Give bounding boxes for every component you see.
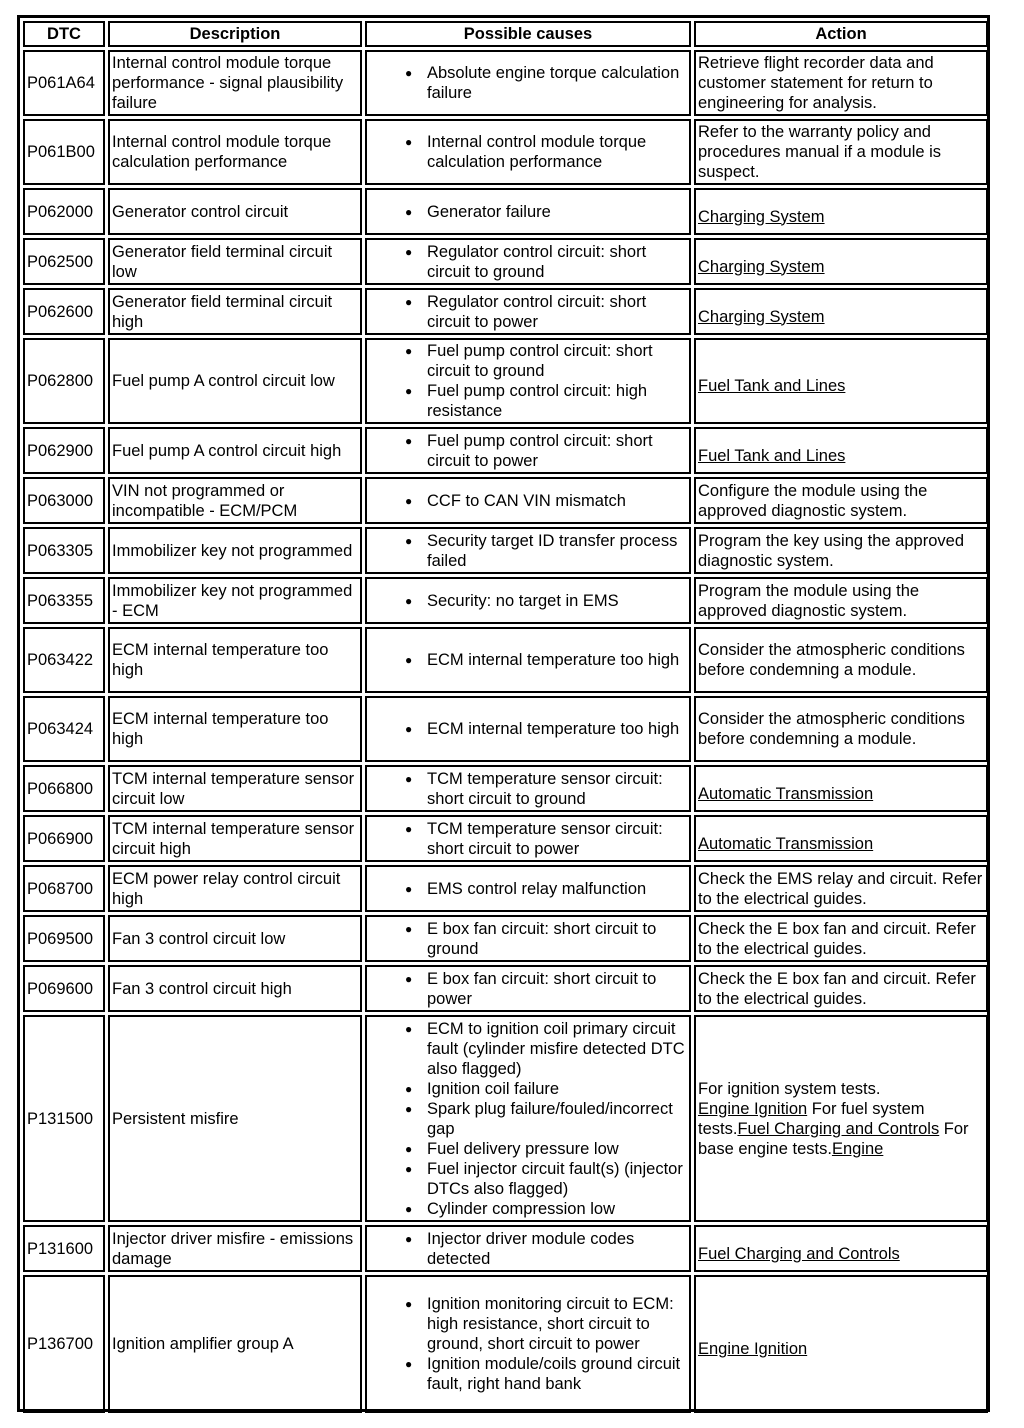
action-cell bbox=[694, 865, 988, 912]
header-description: Description bbox=[108, 21, 362, 47]
cause-item: ● Ignition coil failure bbox=[369, 1079, 687, 1099]
action-link[interactable]: Fuel Tank and Lines bbox=[698, 377, 846, 395]
action-link[interactable]: Fuel Tank and Lines bbox=[698, 446, 846, 465]
action-text: Check the E box fan and circuit. Refer to the electrical guides. bbox=[698, 919, 976, 958]
action-link[interactable]: Charging System bbox=[698, 207, 825, 226]
cause-item: ● Ignition module/coils ground circuit fault, right hand bank bbox=[369, 1354, 687, 1394]
causes-list bbox=[369, 431, 687, 471]
causes-list bbox=[369, 202, 687, 222]
action-text: Program the module using the approved diagnostic system. bbox=[698, 581, 920, 620]
cause-item: ● Regulator control circuit: short circuit to power bbox=[369, 292, 687, 332]
action-link[interactable]: Engine Ignition bbox=[698, 1099, 808, 1118]
possible-causes bbox=[365, 238, 691, 285]
action-cell bbox=[694, 915, 988, 962]
causes-list bbox=[369, 969, 687, 1009]
dtc-code: P131500 bbox=[23, 1015, 105, 1222]
dtc-description: Fan 3 control circuit low bbox=[108, 915, 362, 962]
dtc-description: Persistent misfire bbox=[108, 1015, 362, 1222]
cause-item: ● E box fan circuit: short circuit to ground bbox=[369, 919, 687, 959]
action-cell bbox=[694, 338, 988, 424]
action-text: Retrieve flight recorder data and customer statement for return to engineering for analysis. bbox=[698, 54, 934, 112]
causes-list bbox=[369, 919, 687, 959]
dtc-description: Internal control module torque calculation performance bbox=[108, 119, 362, 185]
cause-item: ● Generator failure bbox=[369, 202, 687, 222]
cause-item: ● Fuel delivery pressure low bbox=[369, 1139, 687, 1159]
table-row bbox=[23, 865, 988, 912]
action-cell bbox=[694, 627, 988, 693]
table-row bbox=[23, 1275, 988, 1413]
action-cell bbox=[694, 765, 988, 812]
action-cell bbox=[694, 288, 988, 335]
action-cell bbox=[694, 965, 988, 1012]
causes-list bbox=[369, 132, 687, 172]
possible-causes bbox=[365, 577, 691, 624]
cause-item: ● E box fan circuit: short circuit to power bbox=[369, 969, 687, 1009]
dtc-code: P131600 bbox=[23, 1225, 105, 1272]
dtc-description: Generator field terminal circuit low bbox=[108, 238, 362, 285]
causes-list bbox=[369, 1019, 687, 1219]
dtc-description: Internal control module torque performance - signal plausibility failure bbox=[108, 50, 362, 116]
action-link[interactable]: Fuel Charging and Controls bbox=[737, 1119, 940, 1138]
dtc-code: P062500 bbox=[23, 238, 105, 285]
table-body bbox=[23, 50, 988, 1413]
causes-list bbox=[369, 769, 687, 809]
dtc-code: P062000 bbox=[23, 188, 105, 235]
dtc-document bbox=[17, 15, 990, 1412]
dtc-description: Generator field terminal circuit high bbox=[108, 288, 362, 335]
possible-causes bbox=[365, 696, 691, 762]
possible-causes bbox=[365, 765, 691, 812]
table-row bbox=[23, 288, 988, 335]
table-row bbox=[23, 627, 988, 693]
cause-item: ● ECM internal temperature too high bbox=[369, 650, 687, 670]
cause-item: ● Spark plug failure/fouled/incorrect gap bbox=[369, 1099, 687, 1139]
causes-list bbox=[369, 1294, 687, 1394]
possible-causes bbox=[365, 527, 691, 574]
causes-list bbox=[369, 63, 687, 103]
dtc-code: P069600 bbox=[23, 965, 105, 1012]
cause-item: ● Cylinder compression low bbox=[369, 1199, 687, 1219]
table-row bbox=[23, 915, 988, 962]
cause-item: ● Ignition monitoring circuit to ECM: high resistance, short circuit to ground, short circuit to power bbox=[369, 1294, 687, 1354]
table-row bbox=[23, 527, 988, 574]
dtc-description: ECM internal temperature too high bbox=[108, 696, 362, 762]
cause-item: ● Absolute engine torque calculation failure bbox=[369, 63, 687, 103]
possible-causes bbox=[365, 338, 691, 424]
possible-causes bbox=[365, 477, 691, 524]
cause-item: ● Fuel pump control circuit: short circuit to ground bbox=[369, 341, 687, 381]
action-cell bbox=[694, 1225, 988, 1272]
action-link[interactable]: Automatic Transmission bbox=[698, 784, 874, 803]
causes-list bbox=[369, 491, 687, 511]
possible-causes bbox=[365, 119, 691, 185]
possible-causes bbox=[365, 915, 691, 962]
cause-item: ● Injector driver module codes detected bbox=[369, 1229, 687, 1269]
cause-item: ● TCM temperature sensor circuit: short circuit to ground bbox=[369, 769, 687, 809]
possible-causes bbox=[365, 627, 691, 693]
dtc-code: P063424 bbox=[23, 696, 105, 762]
dtc-description: Generator control circuit bbox=[108, 188, 362, 235]
cause-item: ● Security: no target in EMS bbox=[369, 591, 687, 611]
action-cell bbox=[694, 815, 988, 862]
cause-item: ● TCM temperature sensor circuit: short circuit to power bbox=[369, 819, 687, 859]
cause-item: ● CCF to CAN VIN mismatch bbox=[369, 491, 687, 511]
action-text: Consider the atmospheric conditions before condemning a module. bbox=[698, 641, 965, 679]
table-row bbox=[23, 188, 988, 235]
possible-causes bbox=[365, 1225, 691, 1272]
action-cell bbox=[694, 696, 988, 762]
action-text: Configure the module using the approved diagnostic system. bbox=[698, 481, 928, 520]
dtc-code: P066800 bbox=[23, 765, 105, 812]
dtc-description: VIN not programmed or incompatible - ECM/PCM bbox=[108, 477, 362, 524]
table-row bbox=[23, 1225, 988, 1272]
table-row bbox=[23, 238, 988, 285]
cause-item: ● Security target ID transfer process failed bbox=[369, 531, 687, 571]
dtc-table bbox=[20, 18, 991, 1416]
action-link[interactable]: Charging System bbox=[698, 257, 825, 276]
possible-causes bbox=[365, 965, 691, 1012]
action-text-segment: For base engine tests. bbox=[698, 1119, 969, 1158]
dtc-description: TCM internal temperature sensor circuit high bbox=[108, 815, 362, 862]
cause-item: ● Fuel pump control circuit: short circuit to power bbox=[369, 431, 687, 471]
table-row bbox=[23, 696, 988, 762]
dtc-code: P069500 bbox=[23, 915, 105, 962]
action-cell bbox=[694, 1275, 988, 1413]
action-link[interactable]: Fuel Charging and Controls bbox=[698, 1244, 900, 1263]
causes-list bbox=[369, 531, 687, 571]
causes-list bbox=[369, 591, 687, 611]
dtc-description: ECM power relay control circuit high bbox=[108, 865, 362, 912]
dtc-code: P063305 bbox=[23, 527, 105, 574]
table-row bbox=[23, 577, 988, 624]
dtc-description: Immobilizer key not programmed - ECM bbox=[108, 577, 362, 624]
action-cell bbox=[694, 477, 988, 524]
action-text: Check the EMS relay and circuit. Refer to the electrical guides. bbox=[698, 869, 983, 908]
table-row bbox=[23, 1015, 988, 1222]
action-link[interactable]: Engine bbox=[831, 1139, 884, 1158]
possible-causes bbox=[365, 427, 691, 474]
possible-causes bbox=[365, 288, 691, 335]
action-cell bbox=[694, 577, 988, 624]
action-link[interactable]: Automatic Transmission bbox=[698, 834, 874, 853]
action-text: Check the E box fan and circuit. Refer to the electrical guides. bbox=[698, 969, 976, 1008]
causes-list bbox=[369, 879, 687, 899]
dtc-description: Fan 3 control circuit high bbox=[108, 965, 362, 1012]
table-row bbox=[23, 338, 988, 424]
possible-causes bbox=[365, 1015, 691, 1222]
possible-causes bbox=[365, 188, 691, 235]
dtc-code: P068700 bbox=[23, 865, 105, 912]
table-row bbox=[23, 50, 988, 116]
action-cell bbox=[694, 188, 988, 235]
table-row bbox=[23, 815, 988, 862]
dtc-code: P136700 bbox=[23, 1275, 105, 1413]
dtc-code: P063000 bbox=[23, 477, 105, 524]
causes-list bbox=[369, 1229, 687, 1269]
cause-item: ● ECM internal temperature too high bbox=[369, 719, 687, 739]
cause-item: ● EMS control relay malfunction bbox=[369, 879, 687, 899]
action-cell bbox=[694, 1015, 988, 1222]
causes-list bbox=[369, 719, 687, 739]
causes-list bbox=[369, 242, 687, 282]
causes-list bbox=[369, 650, 687, 670]
action-cell bbox=[694, 50, 988, 116]
causes-list bbox=[369, 341, 687, 421]
possible-causes bbox=[365, 865, 691, 912]
dtc-description: Injector driver misfire - emissions damage bbox=[108, 1225, 362, 1272]
cause-item: ● Fuel pump control circuit: high resistance bbox=[369, 381, 687, 421]
cause-item: ● Regulator control circuit: short circuit to ground bbox=[369, 242, 687, 282]
action-text: Refer to the warranty policy and procedures manual if a module is suspect. bbox=[698, 123, 942, 181]
header-causes: Possible causes bbox=[365, 21, 691, 47]
table-row bbox=[23, 119, 988, 185]
cause-item: ● ECM to ignition coil primary circuit fault (cylinder misfire detected DTC also flagged) bbox=[369, 1019, 687, 1079]
dtc-description: Fuel pump A control circuit high bbox=[108, 427, 362, 474]
dtc-code: P061B00 bbox=[23, 119, 105, 185]
action-cell bbox=[694, 527, 988, 574]
dtc-code: P063355 bbox=[23, 577, 105, 624]
action-text-segment: For ignition system tests. bbox=[698, 1079, 881, 1098]
causes-list bbox=[369, 292, 687, 332]
header-dtc: DTC bbox=[23, 21, 105, 47]
cause-item: ● Internal control module torque calculation performance bbox=[369, 132, 687, 172]
table-header-row bbox=[23, 21, 988, 47]
action-link[interactable]: Charging System bbox=[698, 307, 825, 326]
possible-causes bbox=[365, 1275, 691, 1413]
dtc-code: P066900 bbox=[23, 815, 105, 862]
dtc-code: P062600 bbox=[23, 288, 105, 335]
causes-list bbox=[369, 819, 687, 859]
action-text-segment: For fuel system tests. bbox=[698, 1099, 925, 1138]
cause-item: ● Fuel injector circuit fault(s) (injector DTCs also flagged) bbox=[369, 1159, 687, 1199]
header-action: Action bbox=[694, 21, 988, 47]
table-row bbox=[23, 427, 988, 474]
action-text: Program the key using the approved diagnostic system. bbox=[698, 531, 964, 570]
dtc-code: P061A64 bbox=[23, 50, 105, 116]
dtc-code: P062800 bbox=[23, 338, 105, 424]
possible-causes bbox=[365, 815, 691, 862]
dtc-description: Ignition amplifier group A bbox=[108, 1275, 362, 1413]
action-cell bbox=[694, 427, 988, 474]
action-link[interactable]: Engine Ignition bbox=[698, 1340, 808, 1358]
dtc-code: P063422 bbox=[23, 627, 105, 693]
dtc-code: P062900 bbox=[23, 427, 105, 474]
table-row bbox=[23, 965, 988, 1012]
action-cell bbox=[694, 238, 988, 285]
dtc-description: TCM internal temperature sensor circuit low bbox=[108, 765, 362, 812]
dtc-description: Immobilizer key not programmed bbox=[108, 527, 362, 574]
dtc-description: Fuel pump A control circuit low bbox=[108, 338, 362, 424]
action-cell bbox=[694, 119, 988, 185]
action-text bbox=[698, 1079, 984, 1159]
dtc-description: ECM internal temperature too high bbox=[108, 627, 362, 693]
table-row bbox=[23, 765, 988, 812]
action-text: Consider the atmospheric conditions before condemning a module. bbox=[698, 710, 965, 748]
possible-causes bbox=[365, 50, 691, 116]
table-row bbox=[23, 477, 988, 524]
